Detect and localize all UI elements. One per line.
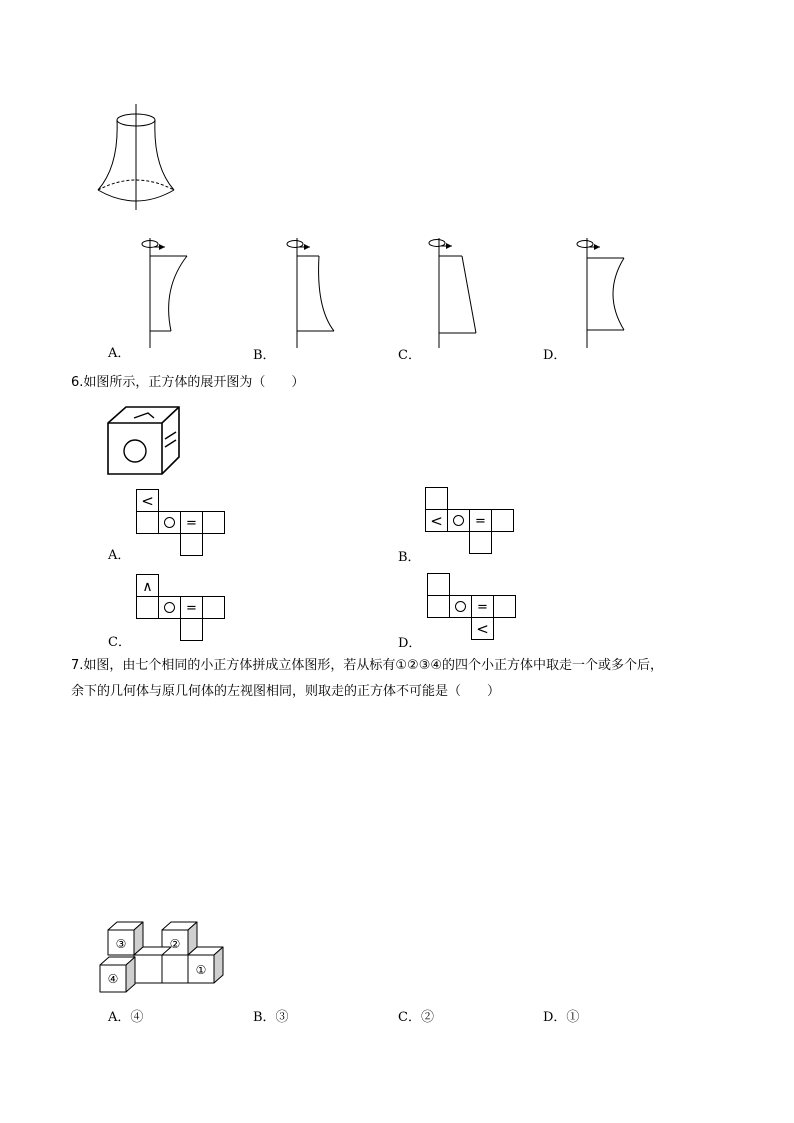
q7-option-d[interactable]: D．① [543,1010,580,1025]
net-a-eq-symbol: = [186,516,197,531]
q5-option-b-label[interactable]: B． [253,348,276,363]
net-d-eq-symbol: = [477,600,488,615]
q6-option-b-label[interactable]: B． [398,550,421,565]
net-d-lt-symbol: < [476,620,489,638]
cube-label-3: ③ [115,937,127,951]
net-c-wedge-symbol: ∧ [142,579,153,595]
net-b-eq-symbol: = [475,514,486,529]
cube-label-2: ② [169,937,181,951]
net-option-a-figure [136,489,226,557]
q7-option-b[interactable]: B．③ [253,1010,289,1025]
stacked-cubes-figure [98,920,228,996]
q7-option-a[interactable]: A．④ [108,1010,144,1025]
q6-option-d-label[interactable]: D． [398,636,422,651]
cube-label-4: ④ [107,972,119,986]
q5-option-c-label[interactable]: C． [398,348,421,363]
q6-stem: 6.如图所示，正方体的展开图为（ ） [71,375,305,390]
net-a-lt-symbol: < [141,492,154,510]
net-c-eq-symbol: = [186,601,197,616]
rotation-option-b-figure [283,236,343,350]
q7-option-c[interactable]: C．② [398,1010,434,1025]
q7-stem-line-2: 余下的几何体与原几何体的左视图相同，则取走的正方体不可能是（ ） [71,684,501,699]
rotation-option-d-figure [573,236,633,350]
rotation-option-c-figure [425,236,485,350]
cube-label-1: ① [195,963,207,977]
cube-figure [106,405,182,477]
net-b-lt-symbol: < [430,512,443,530]
q5-option-a-label[interactable]: A． [108,346,131,361]
q7-stem-line-1: 7.如图，由七个相同的小正方体拼成立体图形，若从标有①②③④的四个小正方体中取走一个或多个后， [71,658,664,673]
rotation-option-a-figure [138,236,198,350]
net-option-d-figure [427,573,519,641]
net-option-b-figure [425,487,517,555]
q5-option-d-label[interactable]: D． [543,348,567,363]
net-option-c-figure [136,574,226,642]
q6-option-c-label[interactable]: C． [108,635,131,650]
q6-option-a-label[interactable]: A． [108,548,131,563]
flared-solid-figure [92,104,182,212]
